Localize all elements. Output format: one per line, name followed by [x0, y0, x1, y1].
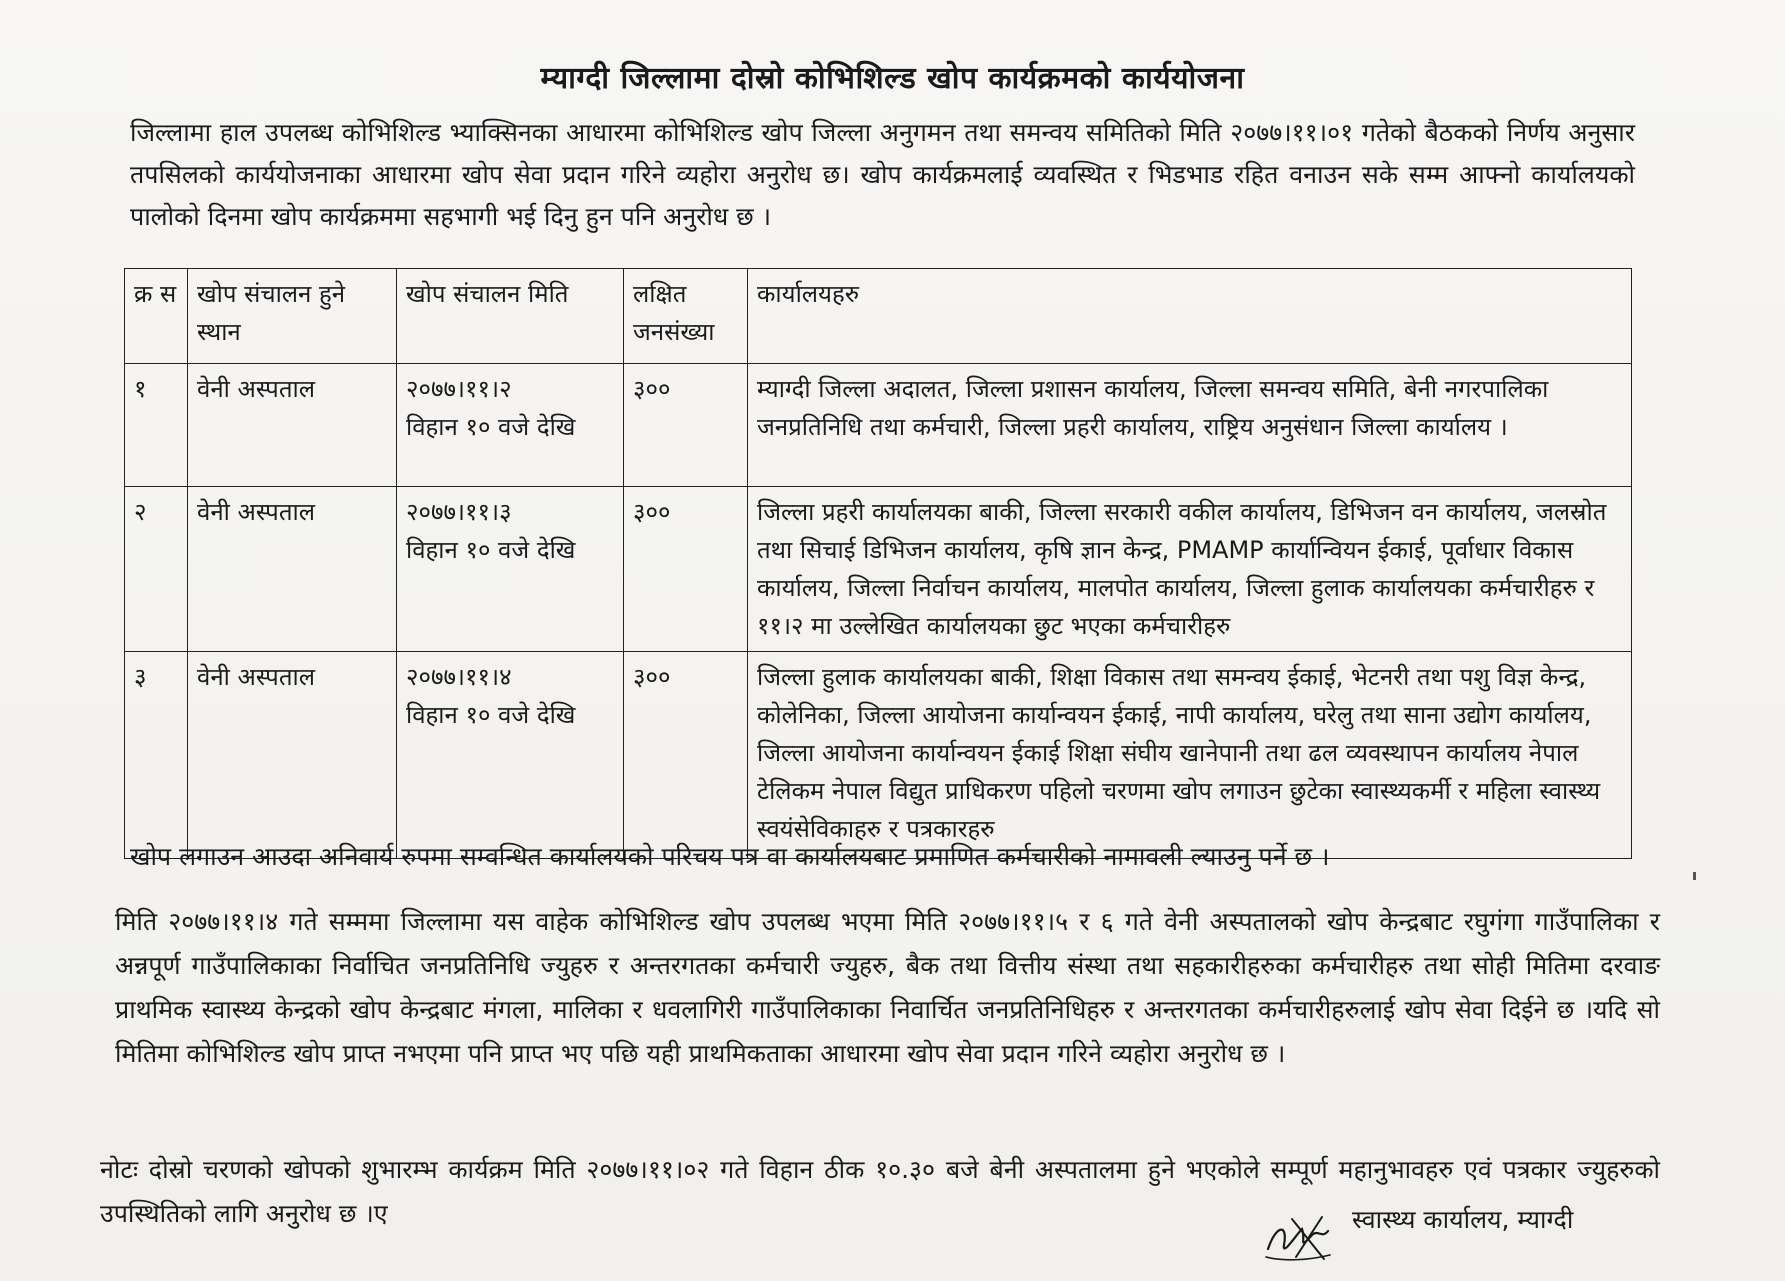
intro-paragraph: जिल्लामा हाल उपलब्ध कोभिशिल्ड भ्याक्सिनका आधारमा कोभिशिल्ड खोप जिल्ला अनुगमन तथा समन्वय समितिको मिति २०७७।११।०१ गतेको बैठकको निर्णय अनुसार तपसिलको कार्ययोजनाका आधारमा खोप सेवा प्रदान गरिने व्यहोरा अनुरोध छ। खोप कार्यक्रमलाई व्यवस्थित र भिडभाड रहित वनाउन सके सम्म आफ्नो कार्यालयको पालोको दिनमा खोप कार्यक्रममा सहभागी भई दिनु हुन पनि अनुरोध छ ।	[130, 118, 1635, 231]
cell-place: वेनी अस्पताल	[188, 364, 397, 487]
cell-date	[397, 487, 624, 652]
second-paragraph: मिति २०७७।११।४ गते सम्ममा जिल्लामा यस वाहेक कोभिशिल्ड खोप उपलब्ध भएमा मिति २०७७।११।५ र ६ गते वेनी अस्पतालको खोप केन्द्रबाट रघुगंगा गाउँपालिका र अन्नपूर्ण गाउँपालिकाका निर्वाचित जनप्रतिनिधि ज्युहरु र अन्तरगतका कर्मचारी ज्युहरु, बैक तथा वित्तीय संस्था तथा सहकारीहरुका कर्मचारीहरु तथा सोही मितिमा दरवाङ प्राथमिक स्वास्थ्य केन्द्रको खोप केन्द्रबाट मंगला, मालिका र धवलागिरी गाउँपालिकाका निवार्चित जनप्रतिनिधिहरु र अन्तरगतका कर्मचारीहरुलाई खोप सेवा दिईने छ ।यदि सो मितिमा कोभिशिल्ड खोप प्राप्त नभएमा पनि प्राप्त भए पछि यही प्राथमिकताका आधारमा खोप सेवा प्रदान गरिने व्यहोरा अनुरोध छ ।	[115, 907, 1660, 1068]
cell-place: वेनी अस्पताल	[188, 652, 397, 859]
stray-mark	[1693, 872, 1696, 880]
cell-offices: जिल्ला हुलाक कार्यालयका बाकी, शिक्षा विकास तथा समन्वय ईकाई, भेटनरी तथा पशु विज्ञ केन्द्र, कोलेनिका, जिल्ला आयोजना कार्यान्वयन ईकाई, नापी कार्यालय, घरेलु तथा साना उद्योग कार्यालय, जिल्ला आयोजना कार्यान्वयन ईकाई शिक्षा संघीय खानेपानी तथा ढल व्यवस्थापन कार्यालय नेपाल टेलिकम नेपाल विद्युत प्राधिकरण पहिलो चरणमा खोप लगाउन छुटेका स्वास्थ्यकर्मी र महिला स्वास्थ्य स्वयंसेविकाहरु र पत्रकारहरु	[748, 652, 1632, 859]
table-row	[125, 652, 1632, 859]
requirement-notice: खोप लगाउन आउदा अनिवार्य रुपमा सम्वन्धित कार्यालयको परिचय पत्र वा कार्यालयबाट प्रमाणित कर्मचारीको नामावली ल्याउनु पर्ने छ ।	[130, 842, 1330, 871]
cell-target: ३००	[624, 487, 748, 652]
cell-date	[397, 652, 624, 859]
cell-serial: २	[125, 487, 188, 652]
cell-target: ३००	[624, 652, 748, 859]
cell-date-value: २०७७।११।३	[406, 498, 512, 526]
cell-time-value: विहान १० वजे देखि	[406, 701, 576, 729]
header-place: खोप संचालन हुने स्थान	[188, 269, 397, 364]
header-date: खोप संचालन मिति	[397, 269, 624, 364]
cell-time-value: विहान १० वजे देखि	[406, 536, 576, 564]
cell-serial: १	[125, 364, 188, 487]
cell-place: वेनी अस्पताल	[188, 487, 397, 652]
note-paragraph: नोटः दोस्रो चरणको खोपको शुभारम्भ कार्यक्रम मिति २०७७।११।०२ गते विहान ठीक १०.३० बजे बेनी अस्पतालमा हुने भएकोले सम्पूर्ण महानुभावहरु एवं पत्रकार ज्युहरुको उपस्थितिको लागि अनुरोध छ ।ए	[100, 1155, 1660, 1228]
header-offices: कार्यालयहरु	[748, 269, 1632, 364]
table-header-row	[125, 269, 1632, 364]
table-row	[125, 487, 1632, 652]
cell-time-value: विहान १० वजे देखि	[406, 413, 576, 441]
cell-offices: म्याग्दी जिल्ला अदालत, जिल्ला प्रशासन कार्यालय, जिल्ला समन्वय समिति, बेनी नगरपालिका जनप्रतिनिधि तथा कर्मचारी, जिल्ला प्रहरी कार्यालय, राष्ट्रिय अनुसंधान जिल्ला कार्यालय ।	[748, 364, 1632, 487]
cell-offices: जिल्ला प्रहरी कार्यालयका बाकी, जिल्ला सरकारी वकील कार्यालय, डिभिजन वन कार्यालय, जलस्रोत तथा सिचाई डिभिजन कार्यालय, कृषि ज्ञान केन्द्र, PMAMP कार्यान्वियन ईकाई, पूर्वाधार विकास कार्यालय, जिल्ला निर्वाचन कार्यालय, मालपोत कार्यालय, जिल्ला हुलाक कार्यालयका कर्मचारीहरु र ११।२ मा उल्लेखित कार्यालयका छुट भएका कर्मचारीहरु	[748, 487, 1632, 652]
document-title: म्याग्दी जिल्लामा दोस्रो कोभिशिल्ड खोप कार्यक्रमको कार्ययोजना	[540, 61, 1245, 96]
table-row	[125, 364, 1632, 487]
header-target: लक्षित जनसंख्या	[624, 269, 748, 364]
cell-serial: ३	[125, 652, 188, 859]
cell-date-value: २०७७।११।२	[406, 375, 512, 403]
signature-icon	[1262, 1205, 1334, 1265]
vaccination-plan-table	[124, 268, 1632, 859]
cell-date-value: २०७७।११।४	[406, 663, 512, 691]
cell-date	[397, 364, 624, 487]
cell-target: ३००	[624, 364, 748, 487]
header-serial: क्र स	[125, 269, 188, 364]
office-signature-label: स्वास्थ्य कार्यालय, म्याग्दी	[1352, 1205, 1574, 1234]
